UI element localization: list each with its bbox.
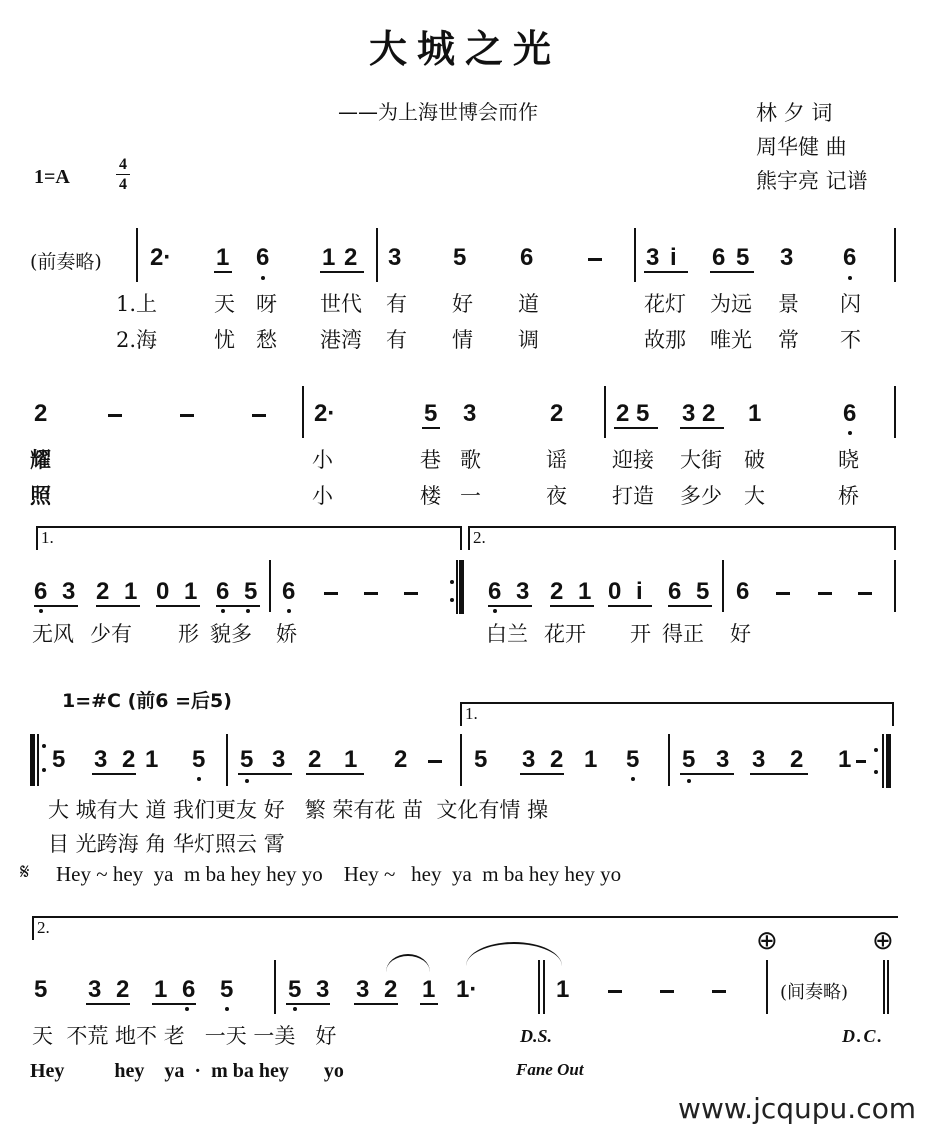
barline bbox=[136, 228, 138, 282]
dc-marking: D.C. bbox=[842, 1026, 885, 1046]
lyric: 少有 bbox=[90, 622, 132, 646]
english-lyrics: Hey hey ya · m ba hey yo bbox=[30, 1060, 344, 1082]
ending-lyrics: 天 不荒 地不 老 一天 一美 好 bbox=[32, 1024, 337, 1048]
lyric: 晓 bbox=[838, 448, 859, 472]
note: 2 bbox=[394, 746, 408, 773]
lyric: 世代 bbox=[320, 292, 362, 316]
note: 3 bbox=[716, 746, 730, 773]
chorus-lyrics-2: 目 光跨海 角 华灯照云 霄 bbox=[48, 832, 285, 856]
volta-2: 2. bbox=[32, 916, 898, 940]
lyric: 夜 bbox=[546, 484, 567, 508]
lyric: 花开 bbox=[544, 622, 586, 646]
note: 5 bbox=[453, 244, 467, 271]
note: 1 bbox=[145, 746, 159, 773]
note: 5 bbox=[240, 746, 254, 773]
note: i bbox=[670, 244, 677, 271]
note: 1 bbox=[422, 976, 436, 1003]
credits bbox=[756, 96, 868, 198]
lyric: 有 bbox=[386, 292, 407, 316]
note-group: 6 5 bbox=[668, 578, 714, 605]
note: 1 bbox=[216, 244, 230, 271]
lyric: 无风 bbox=[32, 622, 74, 646]
lyricist: 林 夕 词 bbox=[756, 101, 833, 125]
lyric: 闪 bbox=[840, 292, 861, 316]
note: 1 bbox=[322, 244, 336, 271]
note-group: 3 2 bbox=[356, 976, 402, 1003]
chorus-lyrics-1: 大 城有大 道 我们更友 好 繁 荣有花 苗 文化有情 操 bbox=[48, 798, 549, 822]
lyric: 巷 bbox=[420, 448, 441, 472]
note: 2 bbox=[790, 746, 804, 773]
lyric: 愁 bbox=[256, 328, 277, 352]
lyric: 貌多 bbox=[210, 622, 252, 646]
lyric: 不 bbox=[840, 328, 861, 352]
lyric: 耀 bbox=[30, 447, 51, 472]
lyric: 花灯 bbox=[644, 292, 686, 316]
lyric: 呀 bbox=[256, 292, 277, 316]
ds-marking: D.S. bbox=[520, 1026, 553, 1046]
lyric: 唯光 bbox=[710, 328, 752, 352]
note: 1 bbox=[838, 746, 852, 773]
lyric: 有 bbox=[386, 328, 407, 352]
note: 3 bbox=[463, 400, 477, 427]
english-lyrics: Hey ~ hey ya m ba hey hey yo Hey ~ hey ya m ba hey hey yo bbox=[56, 862, 622, 886]
time-signature: 4 4 bbox=[116, 156, 130, 193]
note: 3 bbox=[646, 244, 660, 271]
lyric: 多少 bbox=[680, 484, 722, 508]
note: 6 bbox=[256, 244, 270, 271]
lyric: 好 bbox=[730, 622, 751, 646]
note: 2 bbox=[344, 244, 358, 271]
lyric: 大 bbox=[744, 484, 765, 508]
lyric: 故那 bbox=[644, 328, 686, 352]
note: 3 bbox=[272, 746, 286, 773]
lyric: 破 bbox=[744, 448, 765, 472]
note: 2 bbox=[550, 400, 564, 427]
lyric: 打造 bbox=[612, 484, 654, 508]
lyric: 2.海 bbox=[116, 328, 158, 352]
lyric: 景 bbox=[778, 292, 799, 316]
note: 6 bbox=[282, 578, 296, 605]
lyric: 一 bbox=[460, 484, 481, 508]
lyric: 为远 bbox=[710, 292, 752, 316]
coda-icon: ⊕ bbox=[756, 926, 778, 956]
volta-1: 1. bbox=[460, 702, 894, 726]
lyric: 大街 bbox=[680, 448, 722, 472]
note: 1· bbox=[456, 976, 478, 1003]
lyric: 得正 bbox=[662, 622, 704, 646]
segno-icon: 𝄋 bbox=[20, 860, 30, 885]
lyric: 好 bbox=[452, 292, 473, 316]
lyric: 开 bbox=[630, 622, 651, 646]
interlude-omitted: (间奏略) bbox=[780, 982, 849, 1003]
note: 5 bbox=[424, 400, 438, 427]
lyric: 道 bbox=[518, 292, 539, 316]
note: 5 bbox=[34, 976, 48, 1003]
note: 3 bbox=[780, 244, 794, 271]
note: 6 bbox=[736, 578, 750, 605]
lyric: 桥 bbox=[838, 484, 859, 508]
lyric: 小 bbox=[312, 484, 333, 508]
transcriber: 熊宇亮 记谱 bbox=[756, 169, 868, 193]
note: 2 bbox=[308, 746, 322, 773]
volta-1: 1. bbox=[36, 526, 462, 550]
note-group: 6 3 bbox=[34, 578, 80, 605]
note: 1 bbox=[344, 746, 358, 773]
note-group: 6 5 bbox=[216, 578, 262, 605]
note: 6 bbox=[520, 244, 534, 271]
note: 2· bbox=[150, 244, 172, 271]
lyric: 歌 bbox=[460, 448, 481, 472]
coda-icon: ⊕ bbox=[872, 926, 894, 956]
note: 3 bbox=[388, 244, 402, 271]
note-group: 3 2 bbox=[94, 746, 140, 773]
lyric: 小 bbox=[312, 448, 333, 472]
lyric: 娇 bbox=[276, 622, 297, 646]
note: 6 bbox=[843, 400, 857, 427]
note: 5 bbox=[192, 746, 206, 773]
note-group: 3 2 bbox=[88, 976, 134, 1003]
note: 5 bbox=[220, 976, 234, 1003]
intro-omitted: (前奏略) bbox=[30, 251, 102, 273]
fade-out-marking: Fane Out bbox=[516, 1060, 584, 1079]
note-group: 2 1 bbox=[96, 578, 142, 605]
note-group: 6 3 bbox=[488, 578, 534, 605]
lyric: 白兰 bbox=[486, 622, 528, 646]
note: 1 bbox=[556, 976, 570, 1003]
note-group: 0 1 bbox=[156, 578, 202, 605]
note-group: 5 3 bbox=[288, 976, 334, 1003]
lyric: 情 bbox=[452, 328, 473, 352]
lyric: 港湾 bbox=[320, 328, 362, 352]
note-group: 3 2 bbox=[522, 746, 568, 773]
note: 1 bbox=[748, 400, 762, 427]
note-group: 0 i bbox=[608, 578, 647, 605]
note: 2· bbox=[314, 400, 336, 427]
lyric: 迎接 bbox=[612, 448, 654, 472]
lyric: 照 bbox=[30, 483, 51, 508]
lyric: 天 bbox=[214, 292, 235, 316]
volta-2: 2. bbox=[468, 526, 896, 550]
note: 6 bbox=[843, 244, 857, 271]
note-group: 2 1 bbox=[550, 578, 596, 605]
tie-arc bbox=[386, 954, 430, 972]
note: 2 bbox=[34, 400, 48, 427]
song-title: 大城之光 bbox=[368, 27, 561, 71]
key-change: 1=#C (前6 =后5) bbox=[62, 690, 232, 712]
note: 5 bbox=[474, 746, 488, 773]
note: 5 bbox=[626, 746, 640, 773]
note: 3 2 bbox=[682, 400, 716, 427]
note: 5 bbox=[52, 746, 66, 773]
note-group: 1 6 bbox=[154, 976, 200, 1003]
lyric: 常 bbox=[778, 328, 799, 352]
note: 6 bbox=[712, 244, 726, 271]
note: 2 5 bbox=[616, 400, 650, 427]
lyric: 1.上 bbox=[116, 292, 158, 316]
watermark: www.jcqupu.com bbox=[678, 1092, 916, 1125]
composer: 周华健 曲 bbox=[756, 135, 847, 159]
key-signature: 1=A bbox=[34, 166, 70, 188]
lyric: 楼 bbox=[420, 484, 441, 508]
note: 3 bbox=[752, 746, 766, 773]
lyric: 忧 bbox=[214, 328, 235, 352]
lyric: 形 bbox=[178, 622, 199, 646]
slur-arc bbox=[466, 942, 562, 966]
note: 5 bbox=[682, 746, 696, 773]
note: 5 bbox=[736, 244, 750, 271]
subtitle: ——为上海世博会而作 bbox=[338, 100, 538, 124]
note: 1 bbox=[584, 746, 598, 773]
lyric: 调 bbox=[518, 328, 539, 352]
lyric: 谣 bbox=[546, 448, 567, 472]
